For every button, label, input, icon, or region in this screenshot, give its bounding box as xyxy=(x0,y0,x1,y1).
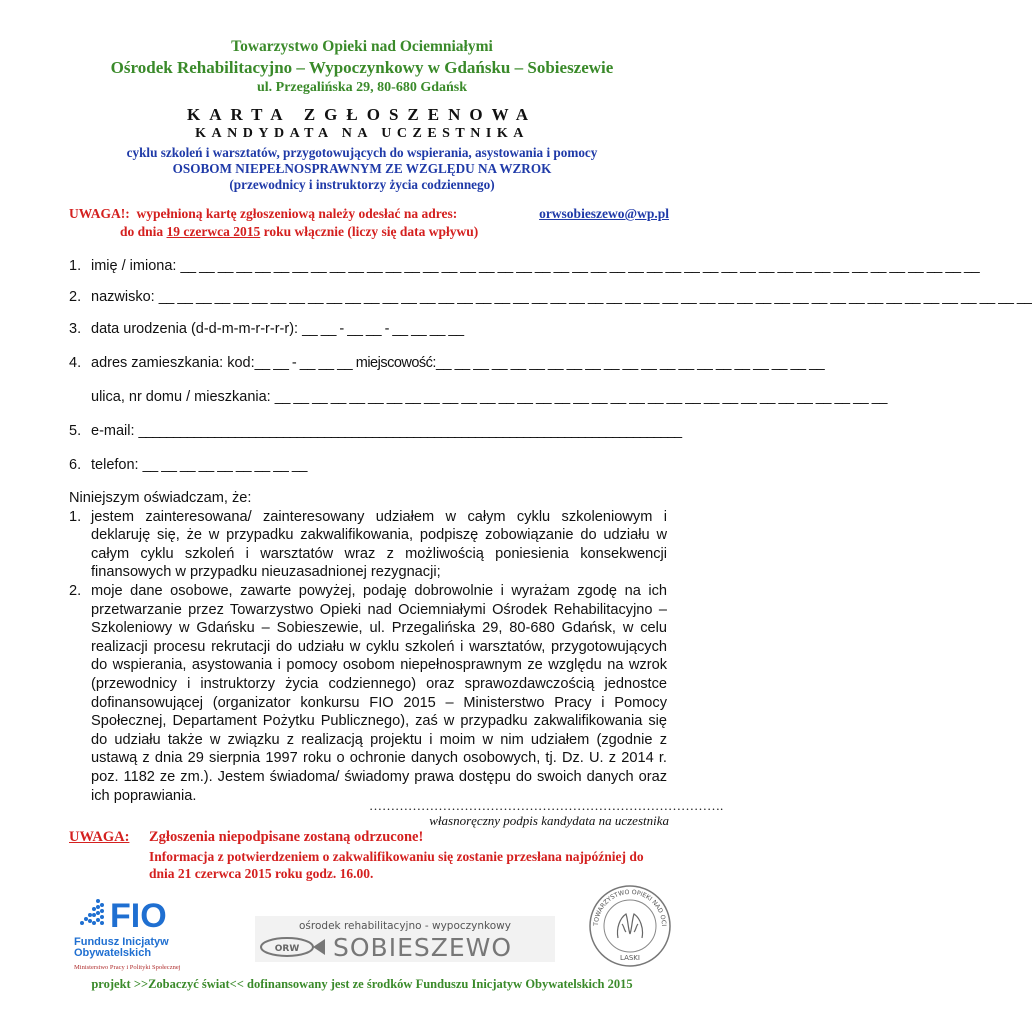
fio-line2: Obywatelskich xyxy=(74,947,152,959)
warning-label: UWAGA: xyxy=(69,829,130,845)
field-blank[interactable]: __ __ __ __ __ __ __ __ __ __ __ __ __ __ __ __ __ __ __ __ __ __ __ __ __ __ __ __ __ __ __ __ __ xyxy=(274,389,887,405)
field-number: 4. xyxy=(69,355,82,371)
declaration-item-text: moje dane osobowe, zawarte powyżej, podaję dobrowolnie i wyrażam zgodę na ich przetwarzanie przez Towarzystwo Opieki nad Ociemniałymi Ośrodek Rehabilitacyjno – Szkoleniowy w Gdańsku – Sobieszewie, ul. Przegalińska 29, 80-680 Gdańsk, w celu realizacji procesu rekrutacji do udziału w cyklu szkoleń i warsztatów, przygotowujących do wspierania, asystowania i pomocy osobom niepełnosprawnym ze względu na wzrok (przewodnicy i instruktorzy życia codziennego) oraz sprawozdawczością jednostce dofinansowującej (organizator konkursu FIO 2015 – Ministerstwo Pracy i Pomocy Społecznej, Departament Pożytku Publicznego), zaś w przypadku zakwalifikowania się do udziału także w związku z realizacją projektu i moim w nim udziałem (zgodnie z ustawą z dnia 29 sierpnia 1997 roku o ochronie danych osobowych, tj. Dz. U. z 2014 r. poz. 1182 ze zm.). Jestem świadoma/ świadomy prawa dostępu do swoich danych oraz ich poprawiania. xyxy=(91,582,667,804)
field-birth-date[interactable] xyxy=(69,321,464,337)
signature-caption: własnoręczny podpis kandydata na uczestnika xyxy=(429,813,669,828)
form-subtitle: KANDYDATA NA UCZESTNIKA xyxy=(195,126,529,141)
fio-line3: Ministerstwo Pracy i Polityki Społecznej xyxy=(74,964,181,971)
field-blank[interactable]: __ __ __ __ __ __ __ __ __ __ __ __ __ __ __ __ __ __ __ __ __ __ __ __ __ __ __ __ __ __ __ __ __ __ __ __ __ __ __ __ __ __ __ xyxy=(180,258,980,274)
course-description: cyklu szkoleń i warsztatów, przygotowujących do wspierania, asystowania i pomocy xyxy=(126,145,598,160)
notice-text: wypełnioną kartę zgłoszeniową należy odesłać na adres: xyxy=(136,206,458,221)
declaration-item-number: 1. xyxy=(69,508,82,525)
towarzystwo-seal xyxy=(588,884,672,968)
notice-label: UWAGA!: xyxy=(69,206,130,221)
sobieszewo-logo xyxy=(255,916,555,962)
warning-text: Zgłoszenia niepodpisane zostaną odrzucone! xyxy=(149,829,424,845)
signature-warning xyxy=(69,829,669,882)
course-roles: (przewodnicy i instruktorzy życia codziennego) xyxy=(229,177,495,192)
field-surname[interactable] xyxy=(69,289,1032,305)
submission-notice xyxy=(69,206,669,240)
field-phone[interactable] xyxy=(69,457,307,473)
fio-title: FIO xyxy=(110,897,167,935)
seal-bottom: LASKI xyxy=(620,954,640,962)
field-blank[interactable]: __ __ - __ __ __ miejscowość:__ __ __ __ __ __ __ __ __ __ __ __ __ __ __ __ __ __ __ __ __ xyxy=(254,355,825,371)
qualification-info: Informacja z potwierdzeniem o zakwalifikowaniu się zostanie przesłana najpóźniej do dnia 21 czerwca 2015 roku godz. 16.00. xyxy=(149,849,644,881)
field-number: 5. xyxy=(69,423,82,439)
field-number: 3. xyxy=(69,321,82,337)
field-label: telefon: xyxy=(91,457,139,473)
center-address: ul. Przegalińska 29, 80-680 Gdańsk xyxy=(256,80,468,95)
field-label: e-mail: xyxy=(91,423,135,439)
org-name: Towarzystwo Opieki nad Ociemniałymi xyxy=(231,38,493,55)
field-label: nazwisko: xyxy=(91,289,155,305)
seal-text: TOWARZYSTWO OPIEKI NAD OCI xyxy=(592,888,668,927)
field-address-postcode-city[interactable] xyxy=(69,355,824,371)
sob-orw: ORW xyxy=(274,944,300,954)
center-name: Ośrodek Rehabilitacyjno – Wypoczynkowy w Gdańsku – Sobieszewie xyxy=(110,58,614,77)
declaration xyxy=(69,489,667,805)
sob-name: SOBIESZEWO xyxy=(333,933,513,962)
field-first-name[interactable] xyxy=(69,258,979,274)
field-blank[interactable]: __ __ - __ __ - __ __ __ __ xyxy=(302,321,464,337)
fio-line1: Fundusz Inicjatyw xyxy=(74,936,169,948)
hands-icon xyxy=(617,914,642,938)
field-blank[interactable]: __ __ __ __ __ __ __ __ __ xyxy=(142,457,307,473)
field-number: 2. xyxy=(69,289,82,305)
declaration-item-number: 2. xyxy=(69,582,82,599)
deadline-date: 19 czerwca 2015 xyxy=(166,224,261,239)
fio-logo xyxy=(72,893,202,973)
field-blank[interactable]: __ __ __ __ __ __ __ __ __ __ __ __ __ __ __ __ __ __ __ __ __ __ __ __ __ __ __ __ __ __ __ __ __ __ __ __ __ __ __ __ __ __ __ __ __ __ __ xyxy=(158,289,1032,305)
form-title: KARTA ZGŁOSZENOWA xyxy=(187,105,537,124)
field-street[interactable] xyxy=(69,389,887,405)
field-email[interactable] xyxy=(69,423,681,439)
field-blank[interactable]: _______________________________________________________________________________ xyxy=(138,423,681,439)
field-number: 6. xyxy=(69,457,82,473)
email-link[interactable]: orwsobieszewo@wp.pl xyxy=(539,206,669,221)
field-number: 1. xyxy=(69,258,82,274)
dots-icon xyxy=(80,899,104,925)
field-label: adres zamieszkania: kod: xyxy=(91,355,255,371)
declaration-item xyxy=(69,582,667,805)
signature-line[interactable]: ………………………………………………………………………. xyxy=(369,798,724,813)
funding-footer: projekt >>Zobaczyć świat<< dofinansowany jest ze środków Funduszu Inicjatyw Obywatelskich 2015 xyxy=(91,977,633,991)
field-label: ulica, nr domu / mieszkania: xyxy=(91,389,271,405)
declaration-intro: Niniejszym oświadczam, że: xyxy=(69,490,252,506)
deadline-suffix: roku włącznie (liczy się data wpływu) xyxy=(263,224,479,239)
deadline-prefix: do dnia xyxy=(120,224,164,239)
sob-tagline: ośrodek rehabilitacyjno - wypoczynkowy xyxy=(299,920,511,932)
field-label: imię / imiona: xyxy=(91,258,177,274)
declaration-item-text: jestem zainteresowana/ zainteresowany udziałem w całym cyklu szkoleniowym i deklaruję się, że w przypadku zakwalifikowania, podpiszę zobowiązanie do udziału w całym cyklu szkoleń i warsztatów wraz z możliwością poniesienia konsekwencji finansowych w przypadku nieuzasadnionej rezygnacji; xyxy=(91,508,667,581)
target-group: OSOBOM NIEPEŁNOSPRAWNYM ZE WZGLĘDU NA WZROK xyxy=(172,161,552,176)
declaration-item xyxy=(69,508,667,582)
field-label: data urodzenia (d-d-m-m-r-r-r-r): xyxy=(91,321,299,337)
